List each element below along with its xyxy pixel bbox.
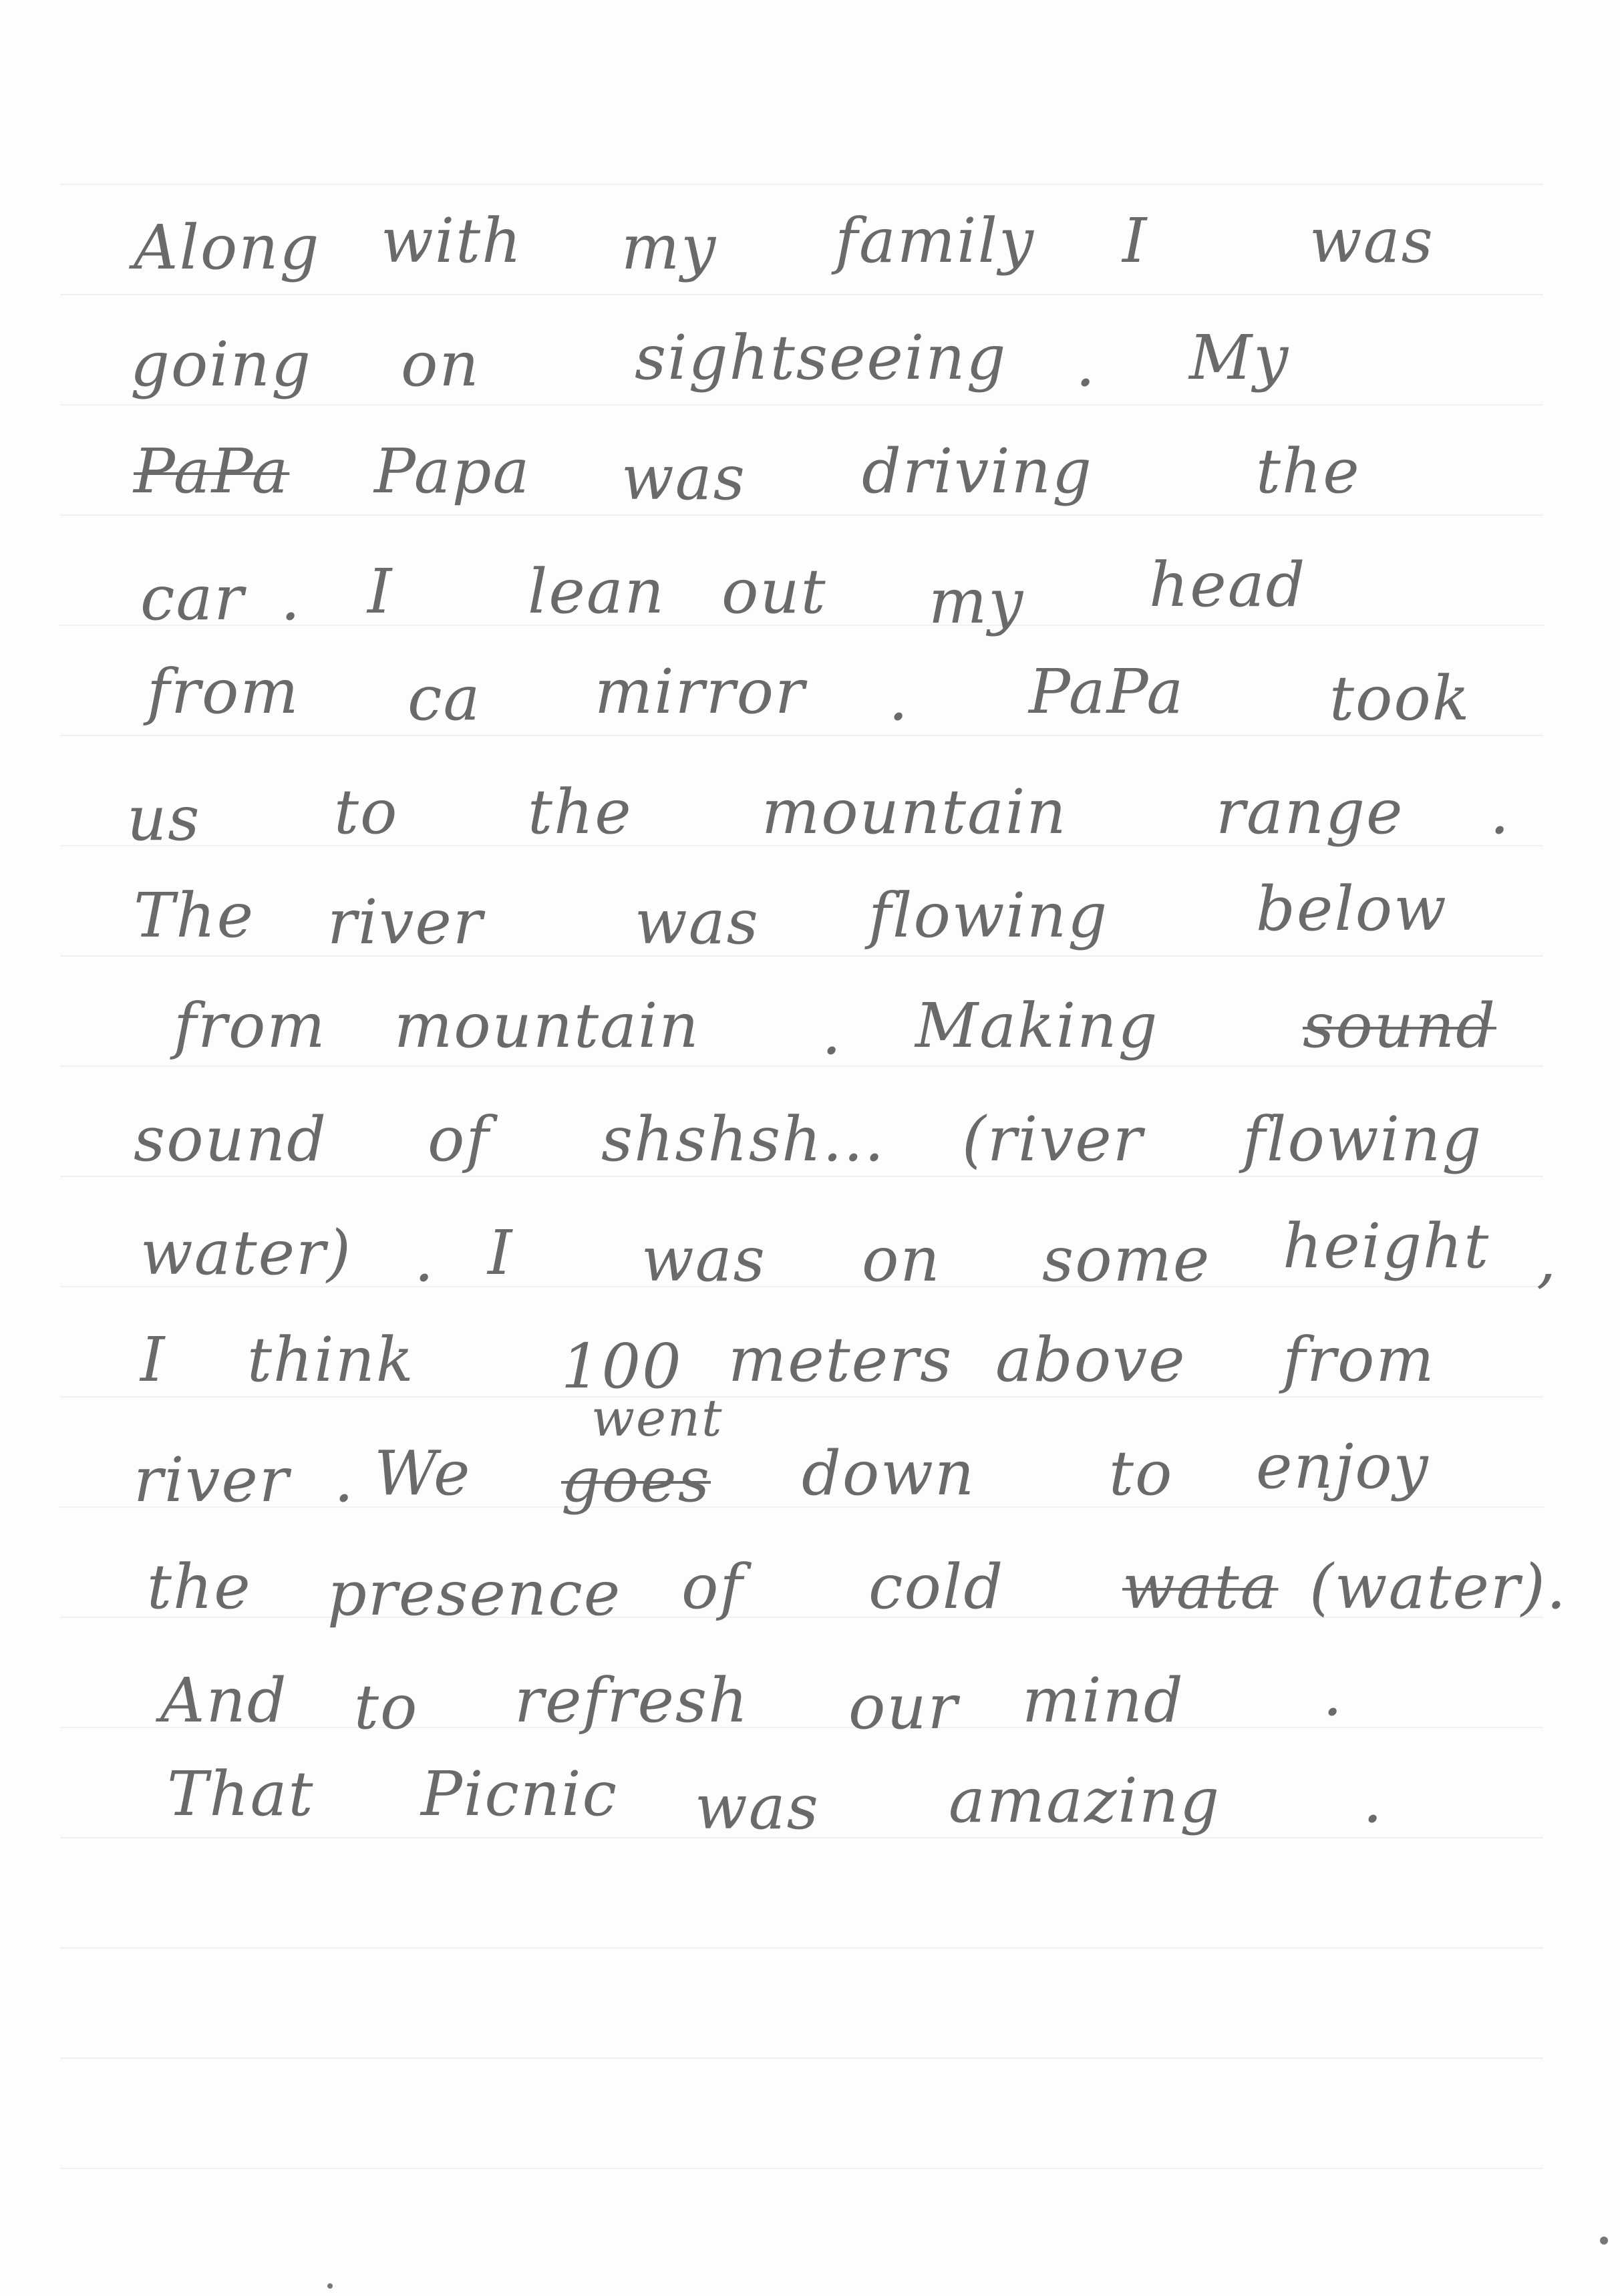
word: above xyxy=(995,1324,1186,1396)
ruling-line xyxy=(60,2058,1543,2059)
word: lean xyxy=(528,556,665,627)
stray-pen-mark xyxy=(327,2283,333,2289)
text-line-10 xyxy=(0,1210,1620,1316)
word: range xyxy=(1216,776,1404,848)
word: . xyxy=(281,562,302,634)
word: sightseeing xyxy=(635,322,1007,393)
crossed-out-word: sound xyxy=(1303,990,1496,1061)
word: took xyxy=(1329,663,1471,734)
word: I xyxy=(488,1217,514,1289)
word: water) xyxy=(140,1217,352,1289)
crossed-out-word: wata xyxy=(1122,1551,1279,1623)
word: . xyxy=(1076,329,1097,400)
inserted-word: went xyxy=(591,1388,723,1448)
word: . xyxy=(888,663,910,734)
word: mountain xyxy=(762,776,1068,848)
word: with xyxy=(381,205,523,277)
word: think xyxy=(247,1324,415,1396)
word: flowing xyxy=(868,880,1109,951)
word: shshsh... xyxy=(601,1104,886,1175)
word: mirror xyxy=(595,656,806,727)
text-line-14 xyxy=(0,1658,1620,1764)
word: Along xyxy=(134,212,321,283)
word: to xyxy=(334,776,399,848)
word: was xyxy=(621,442,746,514)
word: my xyxy=(621,212,717,283)
word: was xyxy=(641,1224,766,1295)
crossed-out-word: PaPa xyxy=(134,436,290,507)
word: amazing xyxy=(949,1765,1221,1836)
word: of xyxy=(681,1551,744,1623)
text-line-7 xyxy=(0,873,1620,979)
word: some xyxy=(1042,1224,1211,1295)
word: down xyxy=(802,1438,976,1509)
word: us xyxy=(127,783,201,854)
ruling-line xyxy=(60,2168,1543,2169)
word: And xyxy=(160,1665,288,1736)
word: from xyxy=(174,990,327,1061)
word: the xyxy=(528,776,633,848)
word: (water). xyxy=(1309,1551,1568,1623)
text-line-5 xyxy=(0,655,1620,755)
word: I xyxy=(367,556,393,627)
word: from xyxy=(147,656,300,727)
word: on xyxy=(401,329,480,400)
word: refresh xyxy=(514,1665,750,1736)
stray-pen-mark xyxy=(1600,2237,1608,2245)
word: meters xyxy=(728,1324,953,1396)
word: . xyxy=(334,1444,355,1516)
word: height xyxy=(1283,1210,1490,1282)
text-line-13 xyxy=(0,1543,1620,1643)
word: (river xyxy=(962,1104,1144,1175)
word: PaPa xyxy=(1029,656,1185,727)
word: 100 xyxy=(561,1331,683,1402)
text-line-4 xyxy=(0,549,1620,655)
word: Making xyxy=(915,990,1159,1061)
ruling-line xyxy=(60,184,1543,185)
word: of xyxy=(428,1104,490,1175)
text-line-11 xyxy=(0,1323,1620,1423)
word: going xyxy=(130,329,312,400)
word: cold xyxy=(868,1551,1005,1623)
word: My xyxy=(1189,322,1290,393)
word: to xyxy=(1109,1438,1174,1509)
ruling-line xyxy=(60,1947,1543,1949)
text-line-2 xyxy=(0,321,1620,421)
word: river xyxy=(134,1444,290,1516)
crossed-out-word: goes xyxy=(561,1444,711,1516)
word: Picnic xyxy=(421,1758,619,1830)
word: . xyxy=(1490,776,1511,848)
word: . xyxy=(822,997,843,1068)
word: presence xyxy=(327,1558,622,1629)
word: head xyxy=(1149,549,1307,621)
word: the xyxy=(1256,436,1361,507)
word: driving xyxy=(862,436,1093,507)
word: sound xyxy=(134,1104,327,1175)
word: mountain xyxy=(394,990,700,1061)
word: the xyxy=(147,1551,252,1623)
word: our xyxy=(848,1671,959,1743)
word: I xyxy=(140,1324,166,1396)
word: ca xyxy=(408,663,482,734)
text-line-3 xyxy=(0,434,1620,534)
word: mind xyxy=(1022,1665,1184,1736)
word: The xyxy=(134,880,255,951)
word: , xyxy=(1536,1224,1558,1295)
word: I xyxy=(1122,205,1148,277)
word: . xyxy=(1323,1658,1344,1730)
text-line-1 xyxy=(0,205,1620,311)
word: my xyxy=(929,566,1025,637)
word: was xyxy=(635,886,760,958)
word: below xyxy=(1256,873,1448,945)
word: out xyxy=(721,556,827,627)
word: from xyxy=(1283,1324,1436,1396)
text-line-8 xyxy=(0,989,1620,1089)
word: . xyxy=(1363,1765,1384,1836)
word: car xyxy=(140,562,245,634)
word: flowing xyxy=(1243,1104,1483,1175)
word: We xyxy=(374,1438,472,1509)
text-line-15 xyxy=(0,1757,1620,1857)
word: That xyxy=(167,1758,315,1830)
word: river xyxy=(327,886,484,958)
text-line-9 xyxy=(0,1102,1620,1202)
word: was xyxy=(695,1772,820,1843)
word: family xyxy=(835,205,1035,277)
word: was xyxy=(1309,205,1434,277)
word: to xyxy=(354,1671,419,1743)
word: on xyxy=(862,1224,941,1295)
word: Papa xyxy=(374,436,531,507)
text-line-12 xyxy=(0,1388,1620,1530)
word: . xyxy=(414,1224,436,1295)
word: enjoy xyxy=(1256,1431,1430,1502)
text-line-6 xyxy=(0,768,1620,868)
